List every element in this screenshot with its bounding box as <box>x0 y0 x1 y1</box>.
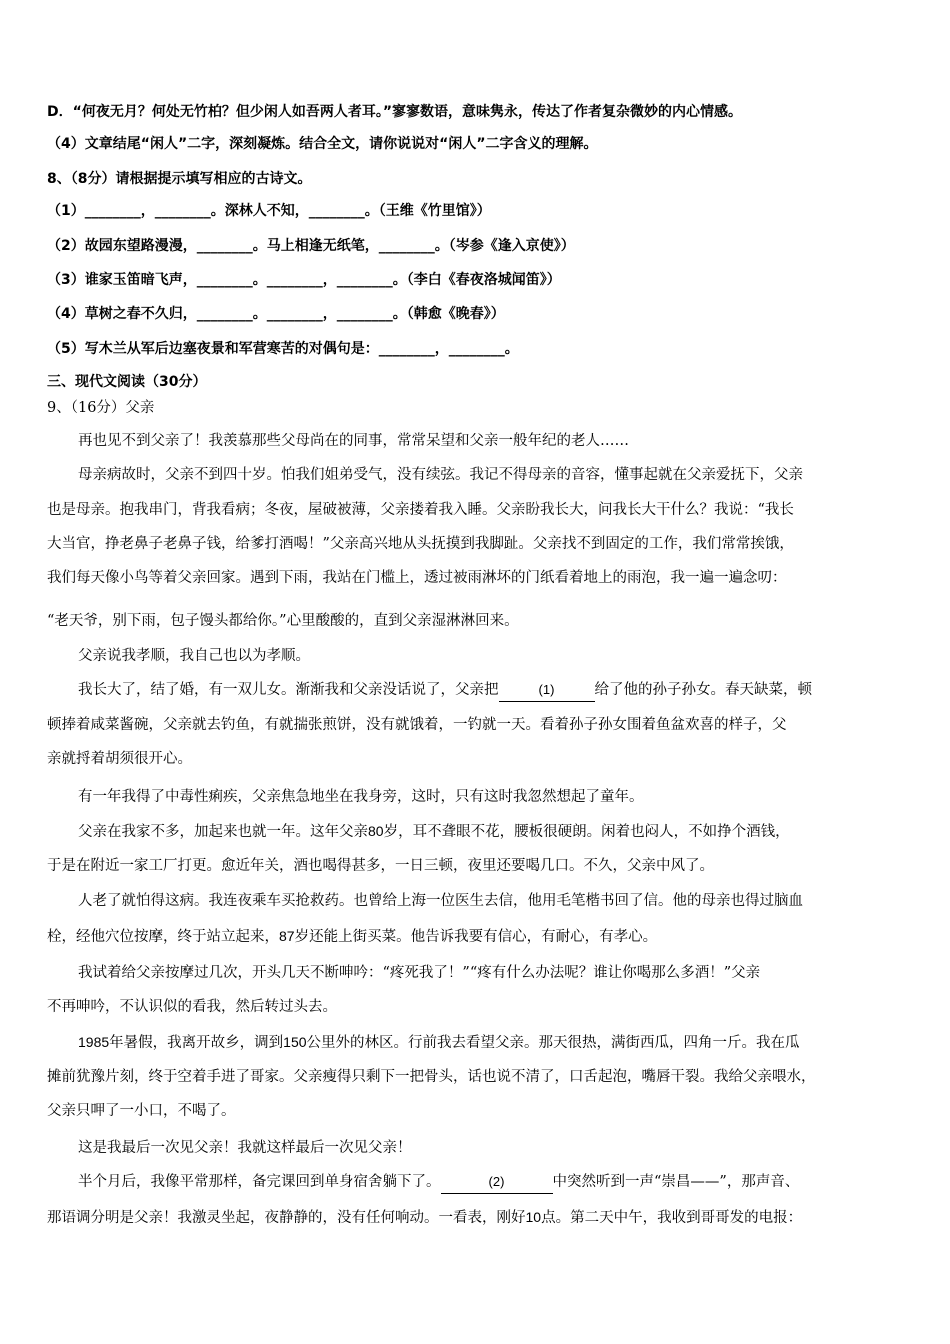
paragraph-11-line-2: 那语调分明是父亲！我激灵坐起，夜静静的，没有任何响动。一看表，刚好10点。第二天中午，我收到哥哥发的电报： <box>47 1209 803 1226</box>
paragraph-4-line-2: 顿捧着咸菜酱碗，父亲就去钓鱼，有就揣张煎饼，没有就饿着，一钓就一天。看着孙子孙女围着鱼盆欢喜的样子，父 <box>47 717 787 733</box>
q9-header: 9、（16分）父亲 <box>47 400 155 416</box>
section-3-title: 三、现代文阅读（30分） <box>47 374 207 390</box>
q8-item-4: （4）草树之春不久归，________。________，________。（韩愈《晚春》） <box>47 306 505 322</box>
q8-item-2: （2）故园东望路漫漫，________。马上相逢无纸笔，________。（岑参《逢入京使》） <box>47 238 575 254</box>
paragraph-5: 有一年我得了中毒性痢疾，父亲焦急地坐在我身旁，这时，只有这时我忽然想起了童年。 <box>78 789 644 805</box>
q8-item-1: （1）________，________。深林人不知，________。（王维《竹里馆》） <box>47 203 491 219</box>
paragraph-2-line-4: 我们每天像小鸟等着父亲回家。遇到下雨，我站在门槛上，透过被雨淋坏的门纸看着地上的雨泡，我一遍一遍念叨： <box>47 570 787 586</box>
q8-item-3: （3）谁家玉笛暗飞声，________。________，________。（李白《春夜洛城闻笛》） <box>47 272 561 288</box>
paragraph-4-line-3: 亲就捋着胡须很开心。 <box>47 751 192 767</box>
paragraph-8-line-2: 不再呻吟，不认识似的看我，然后转过头去。 <box>47 999 337 1015</box>
paragraph-2-line-3: 大当官，挣老鼻子老鼻子钱，给爹打酒喝！”父亲高兴地从头抚摸到我脚趾。父亲找不到固定的工作，我们常常挨饿， <box>47 536 794 552</box>
q8-header: 8、（8分）请根据提示填写相应的古诗文。 <box>47 171 312 187</box>
paragraph-11-line-1: 半个月后，我像平常那样，备完课回到单身宿舍躺下了。 (2) 中突然听到一声“崇昌——”，那声音、 <box>78 1171 799 1194</box>
q8-item-5: （5）写木兰从军后边塞夜景和军营寒苦的对偶句是：________，________。 <box>47 341 519 357</box>
paragraph-10: 这是我最后一次见父亲！我就这样最后一次见父亲！ <box>78 1140 412 1156</box>
q7-option-d: D．“何夜无月？何处无竹柏？但少闲人如吾两人者耳。”寥寥数语，意味隽永，传达了作者复杂微妙的内心情感。 <box>47 104 743 120</box>
blank-2[interactable]: (2) <box>441 1171 553 1194</box>
paragraph-9-line-1: 1985年暑假，我离开故乡，调到150公里外的林区。行前我去看望父亲。那天很热，满街西瓜，四角一斤。我在瓜 <box>78 1034 800 1051</box>
paragraph-2-line-1: 母亲病故时，父亲不到四十岁。怕我们姐弟受气，没有续弦。我记不得母亲的音容，懂事起就在父亲爱抚下，父亲 <box>78 467 803 483</box>
paragraph-2-line-2: 也是母亲。抱我串门，背我看病；冬夜，屋破被薄，父亲搂着我入睡。父亲盼我长大，问我长大干什么？我说：“我长 <box>47 502 794 518</box>
paragraph-6-line-1: 父亲在我家不多，加起来也就一年。这年父亲80岁，耳不聋眼不花，腰板很硬朗。闲着也闷人，不如挣个酒钱， <box>78 823 790 840</box>
paragraph-9-line-2: 摊前犹豫片刻，终于空着手进了哥家。父亲瘦得只剩下一把骨头，话也说不清了，口舌起泡，嘴唇干裂。我给父亲喂水， <box>47 1069 816 1085</box>
paragraph-8-line-1: 我试着给父亲按摩过几次，开头几天不断呻吟：“疼死我了！”“疼有什么办法呢？谁让你喝那么多酒！”父亲 <box>78 965 761 981</box>
paragraph-9-line-3: 父亲只呷了一小口，不喝了。 <box>47 1103 236 1119</box>
blank-1[interactable]: (1) <box>499 679 595 702</box>
paragraph-4-line-1: 我长大了，结了婚，有一双儿女。渐渐我和父亲没话说了，父亲把 (1) 给了他的孙子孙女。春天缺菜，顿 <box>78 679 812 702</box>
paragraph-2-line-5: “老天爷，别下雨，包子馒头都给你。”心里酸酸的，直到父亲湿淋淋回来。 <box>47 613 519 629</box>
paragraph-7-line-1: 人老了就怕得这病。我连夜乘车买抢救药。也曾给上海一位医生去信，他用毛笔楷书回了信。他的母亲也得过脑血 <box>78 893 803 909</box>
paragraph-6-line-2: 于是在附近一家工厂打更。愈近年关，酒也喝得甚多，一日三顿，夜里还要喝几口。不久，父亲中风了。 <box>47 858 714 874</box>
paragraph-3: 父亲说我孝顺，我自己也以为孝顺。 <box>78 648 310 664</box>
paragraph-7-line-2: 栓，经他穴位按摩，终于站立起来，87岁还能上街买菜。他告诉我要有信心，有耐心，有孝心。 <box>47 928 658 945</box>
paragraph-1: 再也见不到父亲了！我羡慕那些父母尚在的同事，常常呆望和父亲一般年纪的老人…… <box>78 433 629 449</box>
q7-subquestion-4: （4）文章结尾“闲人”二字，深刻凝炼。结合全文，请你说说对“闲人”二字含义的理解。 <box>47 136 598 152</box>
